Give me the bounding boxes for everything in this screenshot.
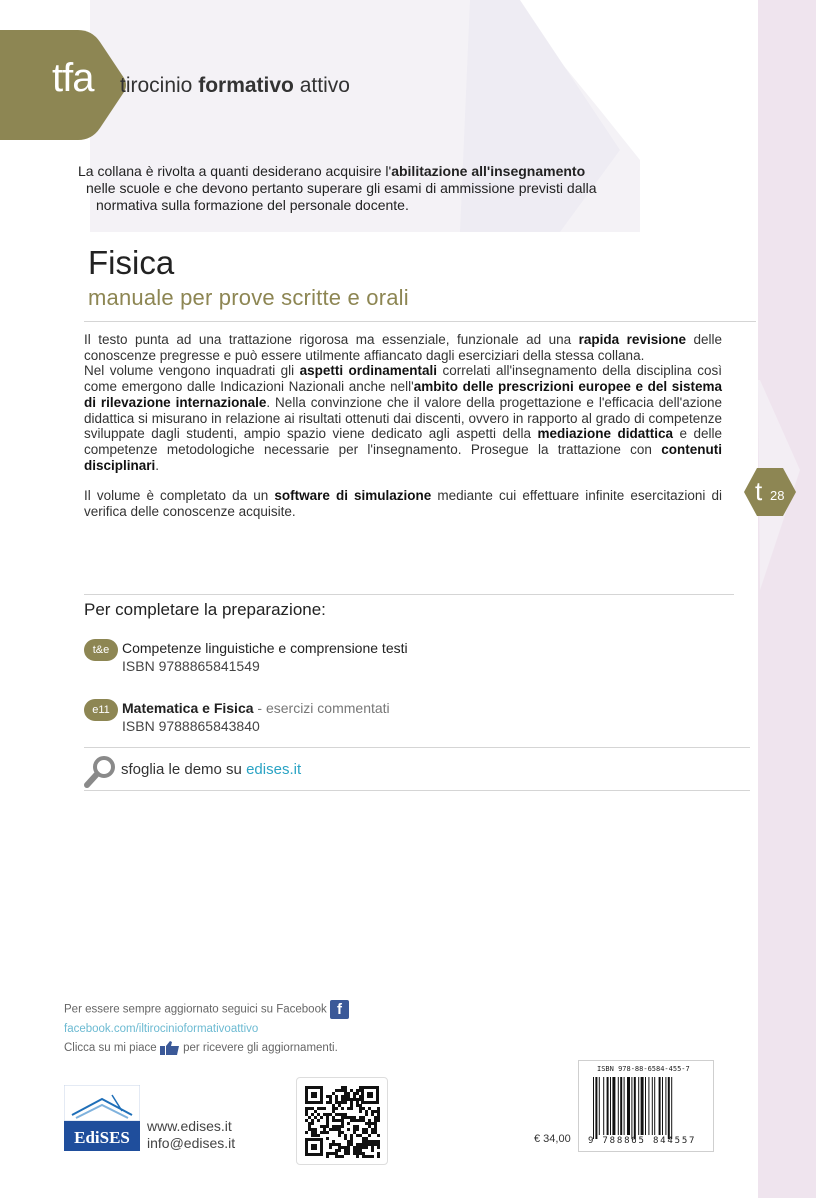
- book-subtitle: manuale per prove scritte e orali: [88, 285, 409, 310]
- publisher-contact: [147, 1118, 235, 1152]
- paragraph-2: Nel volume vengono inquadrati gli aspetti ordinamentali correlati all'insegnamento della disciplina così come emergono dalle Indicazioni Nazionali anche nell'ambito delle prescrizioni europee e del sistema di rilevazione internazionale. Nella convinzione che il valore della progettazione e l'efficacia dell'azione didattica si misurano in relazione ai risultati ottenuti dai discenti, ovvero in rapporto al grado di competenze sviluppate dagli studenti, ampio spazio viene dedicato agli aspetti della mediazione didattica e delle competenze metodologiche necessarie per l'insegnamento. Prosegue la trattazione con contenuti disciplinari.: [84, 363, 722, 473]
- description-body: [84, 332, 722, 535]
- series-name: tirocinio formativo attivo: [120, 74, 350, 97]
- barcode-digits: 9 788865 844557: [588, 1136, 697, 1146]
- prep-item-isbn: ISBN 9788865841549: [122, 658, 260, 674]
- edises-link[interactable]: edises.it: [246, 761, 302, 778]
- volume-badge-letter: t: [755, 476, 763, 506]
- barcode-isbn-label: ISBN 978-88-6584-455-7: [597, 1065, 690, 1073]
- edises-logo: [64, 1085, 140, 1151]
- price: € 34,00: [534, 1133, 571, 1145]
- demo-line: sfoglia le demo su edises.it: [121, 761, 302, 778]
- search-icon: [84, 754, 118, 788]
- te-badge-icon: t&e: [84, 639, 118, 661]
- facebook-icon[interactable]: f: [330, 1000, 349, 1019]
- volume-badge-number: 28: [770, 488, 785, 503]
- prep-title: Per completare la preparazione:: [84, 600, 326, 619]
- qr-code: [296, 1077, 388, 1165]
- prep-item-title: Matematica e Fisica - esercizi commentati: [122, 700, 390, 716]
- paragraph-3: Il volume è completato da un software di simulazione mediante cui effettuare infinite esercitazioni di verifica delle conoscenze acquisite.: [84, 488, 722, 520]
- prep-item-title: Competenze linguistiche e comprensione testi: [122, 640, 408, 656]
- thumbs-up-icon: [160, 1041, 180, 1055]
- facebook-block: Per essere sempre aggiornato seguici su Facebook f facebook.com/iltirocinioformativoattivo Clicca su mi piace per ricevere gli aggiornamenti.: [64, 1000, 349, 1058]
- divider: [84, 747, 750, 748]
- divider: [84, 594, 734, 595]
- paragraph-1: Il testo punta ad una trattazione rigorosa ma essenziale, funzionale ad una rapida revisione delle conoscenze pregresse e può essere utilmente affiancato dagli eserciziari della stessa collana.: [84, 332, 723, 363]
- svg-text:EdiSES: EdiSES: [74, 1128, 130, 1147]
- title-divider: [84, 321, 756, 322]
- facebook-url[interactable]: facebook.com/iltirocinioformativoattivo: [64, 1022, 259, 1035]
- e11-badge-icon: e11: [84, 699, 118, 721]
- book-title: Fisica: [88, 244, 175, 281]
- prep-item-isbn: ISBN 9788865843840: [122, 718, 260, 734]
- publisher-website[interactable]: www.edises.it: [147, 1118, 232, 1134]
- divider: [84, 790, 750, 791]
- publisher-email[interactable]: info@edises.it: [147, 1135, 236, 1151]
- tfa-logo-text: tfa: [52, 56, 94, 100]
- series-intro: La collana è rivolta a quanti desiderano acquisire l'abilitazione all'insegnamento nelle scuole e che devono pertanto superare gli esami di ammissione previsti dalla normativa sulla formazione del personale docente.: [78, 163, 597, 213]
